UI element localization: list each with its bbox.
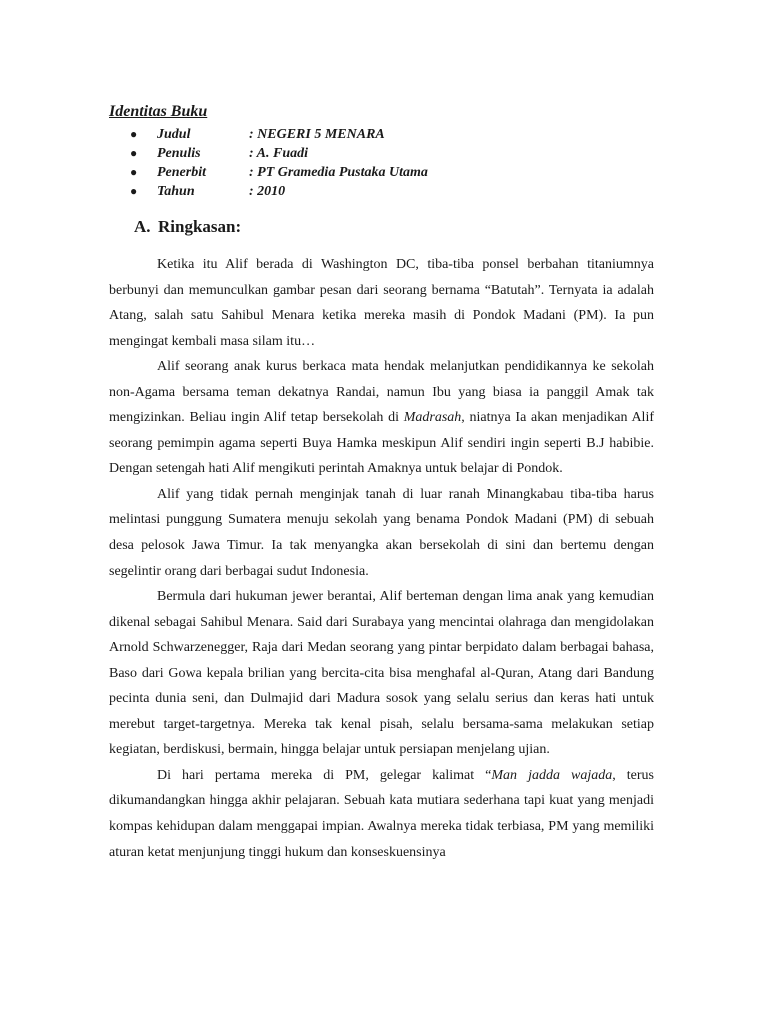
identity-title: Identitas Buku [109,103,208,120]
bullet-icon: ● [130,184,138,198]
paragraph-text: Alif yang tidak pernah menginjak tanah di luar ranah Minangkabau tiba-tiba harus melintasi punggung Sumatera menuju sekolah yang benama Pondok Madani (PM) di sebuah desa pelosok Jawa Timur. Ia tak menyangka akan bersekolah di sini dan bertemu dengan segelintir orang dari berbagai sudut Indonesia. [109,486,654,579]
identity-value: : 2010 [249,184,286,199]
section-title: Ringkasan: [158,217,242,236]
bullet-icon: ● [130,127,138,141]
paragraph [109,354,654,482]
paragraph [109,482,654,584]
paragraph [109,584,654,763]
identity-value: : PT Gramedia Pustaka Utama [249,165,428,180]
section-heading [134,217,241,237]
paragraph-text: Ketika itu Alif berada di Washington DC, tiba-tiba ponsel berbahan titaniumnya berbunyi dan memunculkan gambar pesan dari seorang bernama “Batutah”. Ternyata ia adalah Atang, salah satu Sahibul Menara ketika mereka masih di Pondok Madani (PM). Ia pun mengingat kembali masa silam itu… [109,257,654,349]
identity-label: Penerbit [157,165,206,180]
bullet-icon: ● [130,165,138,179]
paragraph [109,252,654,354]
section-letter: A. [134,217,151,236]
bullet-icon: ● [130,146,138,160]
paragraph-text: Di hari pertama mereka di PM, gelegar kalimat “ [157,767,492,783]
identity-value: : A. Fuadi [249,146,308,161]
identity-label: Penulis [157,146,201,161]
paragraph-emphasis: Madrasah [403,410,462,426]
summary-body [109,252,654,865]
paragraph-text: Alif seorang anak kurus berkaca mata hendak melanjutkan pendidikannya ke sekolah non-Agama bersama teman dekatnya Randai, namun Ibu yang biasa ia panggil Amak tak mengizinkan. Beliau ingin Alif tetap bersekolah di [109,359,654,426]
paragraph-text: , terus dikumandangkan hingga akhir pelajaran. Sebuah kata mutiara sederhana tapi kuat yang menjadi kompas kehidupan dalam menggapai impian. Awalnya mereka tidak terbiasa, PM yang memiliki aturan ketat menjunjung tinggi hukum dan konseskuensinya [109,767,655,860]
identity-label: Judul [157,127,191,142]
paragraph-text: Bermula dari hukuman jewer berantai, Alif berteman dengan lima anak yang kemudian dikenal sebagai Sahibul Menara. Said dari Surabaya yang mencintai olahraga dan mengidolakan Arnold Schwarzenegger, Raja dari Medan seorang yang pintar berpidato dalam berbagai bahasa, Baso dari Gowa kepala brilian yang bercita-cita bisa menghafal al-Quran, Atang dari Bandung pecinta dunia seni, dan Dulmajid dari Madura sosok yang selalu serius dan keras hati untuk merebut target-targetnya. Mereka tak kenal pisah, selalu bersama-sama melakukan setiap kegiatan, berdiskusi, bermain, hingga belajar untuk persiapan menjelang ujian. [109,589,654,758]
paragraph-emphasis: Man jadda wajada [491,767,613,783]
paragraph-text: , niatnya Ia akan menjadikan Alif seorang pemimpin agama seperti Buya Hamka meskipun Alif sendiri ingin seperti B.J habibie. Dengan setengah hati Alif mengikuti perintah Amaknya untuk belajar di Pondok. [109,410,654,477]
paragraph [109,763,654,865]
identity-label: Tahun [157,184,195,199]
identity-value: : NEGERI 5 MENARA [249,127,385,142]
